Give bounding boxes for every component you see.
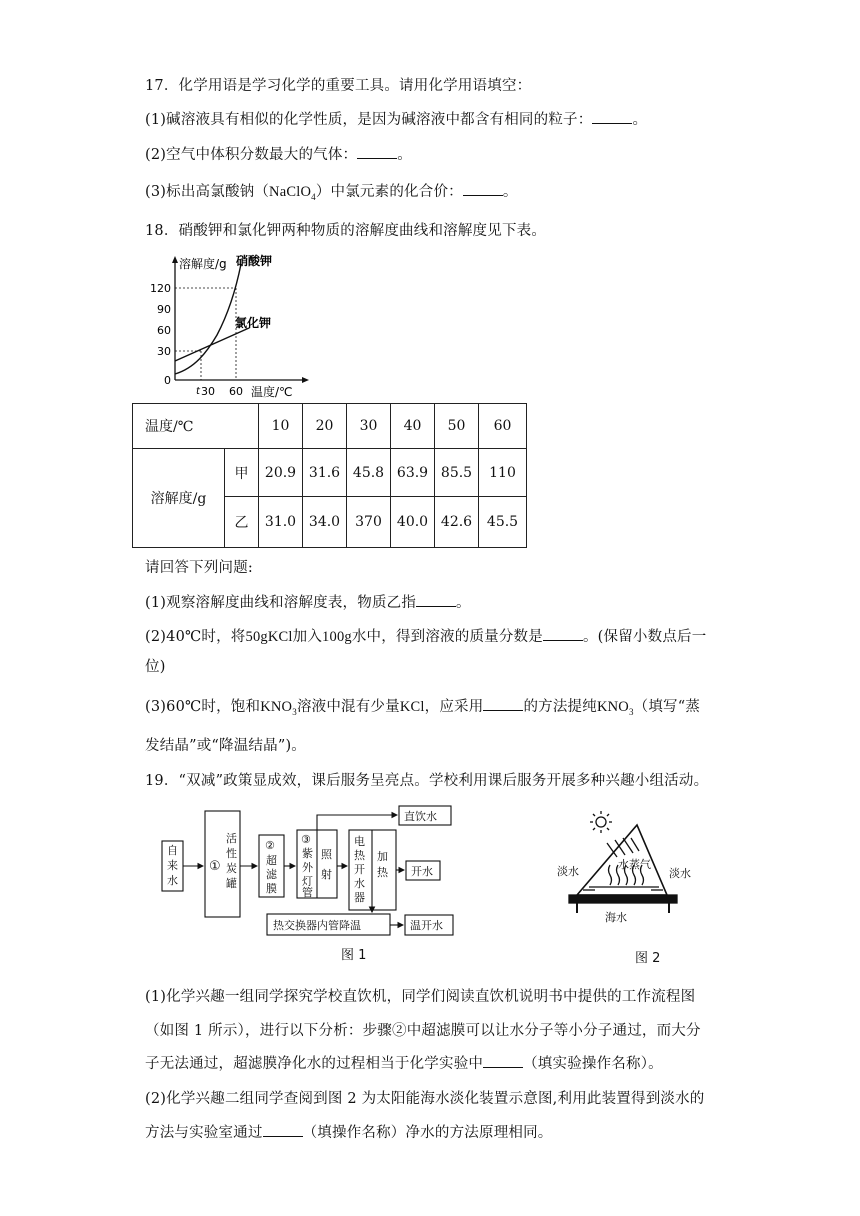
q17-title: 17．化学用语是学习化学的重要工具。请用化学用语填空： bbox=[145, 78, 532, 94]
formula-50gkcl: 50gKCl bbox=[245, 629, 293, 645]
uf-label-3: 膜 bbox=[266, 882, 277, 895]
jia-value: 110 bbox=[479, 449, 527, 497]
step1-label: ① bbox=[209, 859, 221, 874]
carbon-label-4: 罐 bbox=[226, 877, 237, 890]
formula-kno3: $KNO_3$ bbox=[260, 699, 297, 717]
q17-part2-end: 。 bbox=[397, 147, 412, 163]
answer-blank[interactable] bbox=[357, 145, 397, 159]
heat-label-2: 热 bbox=[377, 866, 388, 879]
q18-part2-text-d: 。(保留小数点后一 bbox=[582, 629, 707, 645]
q19-part2-line1: (2)化学兴趣二组同学查阅到图 2 为太阳能海水淡化装置示意图,利用此装置得到淡水的 bbox=[145, 1091, 705, 1107]
q19-part2-line2-b: （填操作名称）净水的方法原理相同。 bbox=[302, 1125, 553, 1141]
heater-label-1: 电 bbox=[354, 835, 365, 848]
yi-value: 31.0 bbox=[259, 497, 303, 548]
formula-kno3: $KNO_3$ bbox=[596, 699, 634, 717]
answer-blank[interactable] bbox=[483, 697, 523, 711]
y-tick-60: 60 bbox=[157, 324, 171, 337]
answer-blank[interactable] bbox=[263, 1123, 303, 1137]
carbon-label-2: 性 bbox=[226, 847, 237, 860]
q17-part3-text-a: (3)标出高氯酸钠（ bbox=[145, 184, 270, 200]
vapor-label: 水蒸气 bbox=[618, 858, 651, 871]
q17-part2 bbox=[145, 143, 412, 164]
uv-label-4: 管 bbox=[302, 886, 313, 899]
tap-label-2: 来 bbox=[167, 859, 178, 872]
x-tick-t: t bbox=[196, 386, 200, 397]
step3-number: ③ bbox=[301, 833, 311, 846]
carbon-label-1: 活 bbox=[226, 832, 237, 845]
q18-title: 18．硝酸钾和氯化钾两种物质的溶解度曲线和溶解度见下表。 bbox=[145, 223, 547, 239]
q19-part1-line3 bbox=[145, 1052, 663, 1073]
sun-icon bbox=[596, 817, 606, 827]
answer-blank[interactable] bbox=[416, 593, 456, 607]
answer-blank[interactable] bbox=[592, 110, 632, 124]
temp-cell: 20 bbox=[303, 404, 347, 449]
q17-part1-end: 。 bbox=[632, 112, 648, 128]
yi-value: 45.5 bbox=[479, 497, 527, 548]
q17-part1 bbox=[145, 108, 647, 129]
x-tick-60: 60 bbox=[229, 385, 243, 398]
uf-label-2: 滤 bbox=[266, 868, 277, 881]
answer-blank[interactable] bbox=[483, 1054, 523, 1068]
fresh-water-left-label: 淡水 bbox=[557, 865, 579, 878]
q17-part2-text: (2)空气中体积分数最大的气体： bbox=[145, 147, 358, 163]
yi-value: 34.0 bbox=[303, 497, 347, 548]
q18-part2-cont: 位) bbox=[145, 659, 166, 675]
temp-cell: 50 bbox=[435, 404, 479, 449]
q18-part2-text-b: 加入 bbox=[292, 629, 323, 645]
kno3-label: 硝酸钾 bbox=[236, 254, 273, 268]
q17-part3 bbox=[145, 180, 518, 202]
fresh-water-right-label: 淡水 bbox=[669, 867, 691, 880]
table-row bbox=[133, 449, 527, 497]
q18-part1-end: 。 bbox=[456, 595, 471, 611]
q19-part1-line3-b: （填实验操作名称）。 bbox=[523, 1056, 663, 1072]
kcl-curve bbox=[175, 328, 249, 361]
x-tick-30: 30 bbox=[201, 385, 215, 398]
uv-label-1: 紫 bbox=[302, 847, 313, 860]
q19-part1-line1: (1)化学兴趣一组同学探究学校直饮机，同学们阅读直饮机说明书中提供的工作流程图 bbox=[145, 989, 696, 1005]
x-axis-arrow bbox=[302, 377, 309, 383]
figure-1-caption: 图 1 bbox=[341, 948, 367, 963]
heater-label-5: 器 bbox=[354, 891, 365, 904]
y-axis-arrow bbox=[172, 256, 178, 263]
uv-label-3: 灯 bbox=[302, 875, 313, 888]
q19-part1-line2: （如图 1 所示），进行以下分析：步骤②中超滤膜可以让水分子等小分子通过，而大分 bbox=[145, 1023, 701, 1039]
answer-blank[interactable] bbox=[463, 182, 503, 196]
y-tick-30: 30 bbox=[157, 345, 171, 358]
boiled-water-label: 开水 bbox=[411, 865, 433, 878]
tap-label-3: 水 bbox=[167, 874, 178, 887]
uv-label-2: 外 bbox=[302, 861, 313, 874]
figure-2-desalination bbox=[555, 805, 715, 970]
tap-label-1: 自 bbox=[167, 844, 178, 857]
formula-100g: 100g bbox=[322, 629, 352, 645]
jia-value: 45.8 bbox=[347, 449, 391, 497]
q18-prompt: 请回答下列问题: bbox=[145, 560, 253, 576]
yi-value: 370 bbox=[347, 497, 391, 548]
jia-value: 85.5 bbox=[435, 449, 479, 497]
step2-number: ② bbox=[265, 839, 275, 852]
kcl-label: 氯化钾 bbox=[235, 316, 272, 330]
q18-part3-text-e: （填写“蒸 bbox=[633, 699, 701, 715]
figure-2-caption: 图 2 bbox=[635, 951, 661, 966]
q19-part2-line2-a: 方法与实验室通过 bbox=[145, 1125, 263, 1141]
q19-title: 19．“双减”政策显成效，课后服务呈亮点。学校利用课后服务开展多种兴趣小组活动。 bbox=[145, 773, 709, 789]
q18-part3-cont: 发结晶”或“降温结晶”)。 bbox=[145, 738, 306, 754]
jia-value: 31.6 bbox=[303, 449, 347, 497]
y-tick-0: 0 bbox=[164, 374, 171, 387]
basin-base bbox=[569, 895, 677, 903]
heater-label-2: 热 bbox=[354, 849, 365, 862]
kno3-curve bbox=[175, 264, 241, 374]
q17-part1-text: (1)碱溶液具有相似的化学性质，是因为碱溶液中都含有相同的粒子： bbox=[145, 112, 593, 128]
jia-value: 20.9 bbox=[259, 449, 303, 497]
q18-part2 bbox=[145, 625, 706, 646]
sea-water-label: 海水 bbox=[605, 911, 627, 924]
q18-part3-text-c: ，应采用 bbox=[424, 699, 484, 715]
q18-part1-text: (1)观察溶解度曲线和溶解度表，物质乙指 bbox=[145, 595, 417, 611]
warm-water-label: 温开水 bbox=[410, 919, 443, 932]
jia-value: 63.9 bbox=[391, 449, 435, 497]
arrow bbox=[317, 815, 397, 830]
carbon-label-3: 炭 bbox=[226, 862, 237, 875]
temp-header: 温度/℃ bbox=[133, 404, 259, 449]
solubility-header: 溶解度/g bbox=[133, 449, 225, 548]
substance-jia: 甲 bbox=[225, 449, 259, 497]
heater-label-4: 水 bbox=[354, 877, 365, 890]
solubility-curve-chart bbox=[145, 250, 325, 400]
q18-part1 bbox=[145, 591, 471, 612]
y-tick-90: 90 bbox=[157, 303, 171, 316]
q17-part3-text-b: ）中氯元素的化合价： bbox=[315, 184, 463, 200]
q18-part2-text-a: (2)40℃时，将 bbox=[145, 629, 246, 645]
solubility-table bbox=[132, 403, 527, 548]
exchanger-label: 热交换器内管降温 bbox=[273, 919, 361, 932]
q17-part3-end: 。 bbox=[502, 184, 518, 200]
heat-label-1: 加 bbox=[377, 850, 388, 863]
substance-yi: 乙 bbox=[225, 497, 259, 548]
q18-part3-text-d: 的方法提纯 bbox=[523, 699, 597, 715]
temp-cell: 40 bbox=[391, 404, 435, 449]
uf-label-1: 超 bbox=[266, 854, 277, 867]
yi-value: 42.6 bbox=[435, 497, 479, 548]
y-tick-120: 120 bbox=[150, 282, 171, 295]
q18-part3 bbox=[145, 695, 700, 717]
formula-naclo4: NaClO$_4$ bbox=[269, 184, 316, 202]
temp-cell: 60 bbox=[479, 404, 527, 449]
figure-1-flowchart bbox=[155, 798, 475, 968]
formula-kcl: KCl bbox=[399, 699, 425, 715]
table-row bbox=[133, 404, 527, 449]
irradiate-label-1: 照 bbox=[321, 848, 332, 861]
yi-value: 40.0 bbox=[391, 497, 435, 548]
q19-part1-line3-a: 子无法通过，超滤膜净化水的过程相当于化学实验中 bbox=[145, 1056, 484, 1072]
answer-blank[interactable] bbox=[543, 627, 583, 641]
q19-part2-line2 bbox=[145, 1121, 553, 1142]
heater-label-3: 开 bbox=[354, 863, 365, 876]
q18-part3-text-a: (3)60℃时，饱和 bbox=[145, 699, 261, 715]
y-axis-label: 溶解度/g bbox=[179, 257, 227, 271]
temp-cell: 30 bbox=[347, 404, 391, 449]
x-axis-label: 温度/℃ bbox=[251, 385, 293, 399]
q18-part3-text-b: 溶液中混有少量 bbox=[296, 699, 400, 715]
q18-part2-text-c: 水中，得到溶液的质量分数是 bbox=[351, 629, 543, 645]
direct-water-label: 直饮水 bbox=[404, 810, 437, 823]
temp-cell: 10 bbox=[259, 404, 303, 449]
irradiate-label-2: 射 bbox=[321, 868, 332, 881]
